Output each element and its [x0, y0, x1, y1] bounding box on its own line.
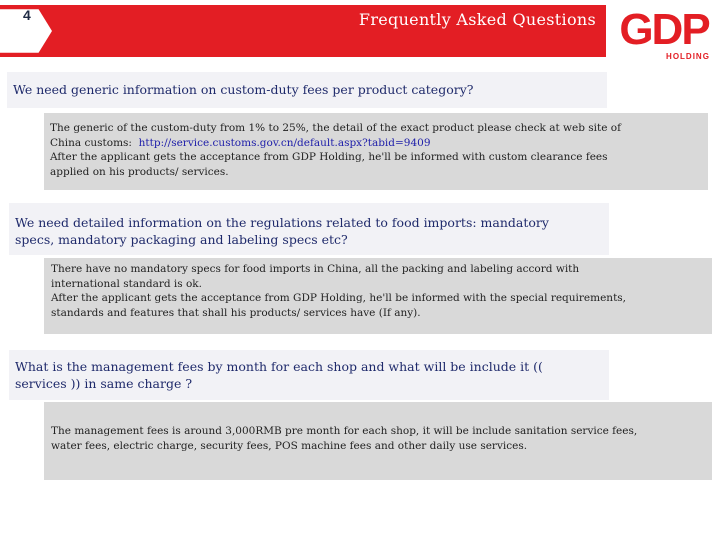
faq-question-3-line-1: What is the management fees by month for each shop and what will be include it ((	[15, 359, 543, 374]
logo-subtitle: HOLDING	[666, 52, 710, 61]
faq-answer-2	[44, 258, 712, 334]
page-title: Frequently Asked Questions	[358, 10, 596, 29]
faq-answer-3-line-1: The management fees is around 3,000RMB pre month for each shop, it will be include sanitation service fees,	[51, 425, 638, 437]
logo-letters: GDP	[619, 5, 709, 54]
faq-answer-1-line-2	[50, 136, 708, 151]
faq-answer-2-line-3: After the applicant gets the acceptance from GDP Holding, he'll be informed with the special requirements,	[51, 292, 627, 304]
faq-question-3	[9, 350, 609, 400]
faq-answer-1-line-4: applied on his products/ services.	[50, 165, 229, 178]
faq-answer-2-line-2: international standard is ok.	[51, 277, 203, 290]
header-bar	[0, 5, 606, 57]
gdp-logo-mark	[612, 4, 716, 62]
faq-answer-1	[44, 113, 708, 190]
faq-question-2	[9, 203, 609, 255]
faq-question-1	[7, 72, 607, 108]
faq-answer-3-line-2: water fees, electric charge, security fees, POS machine fees and other daily use services.	[51, 439, 528, 452]
faq-answer-1-line-1: The generic of the custom-duty from 1% to 25%, the detail of the exact product please check at web site of	[50, 122, 621, 134]
slide-number: 4	[23, 7, 31, 23]
customs-website-link[interactable]: http://service.customs.gov.cn/default.aspx?tabid=9409	[138, 136, 431, 149]
faq-question-3-line-2: services )) in same charge ?	[15, 376, 193, 391]
faq-answer-1-line-3: After the applicant gets the acceptance from GDP Holding, he'll be informed with custom clearance fees	[50, 151, 608, 163]
faq-answer-2-line-4: standards and features that shall his products/ services have (If any).	[51, 306, 421, 319]
faq-question-1-line-1: We need generic information on custom-duty fees per product category?	[13, 82, 474, 97]
faq-question-2-line-1: We need detailed information on the regulations related to food imports: mandatory	[15, 215, 549, 230]
gdp-holding-logo	[612, 4, 716, 62]
faq-question-2-line-2: specs, mandatory packaging and labeling specs etc?	[15, 232, 348, 247]
faq-answer-2-line-1: There have no mandatory specs for food imports in China, all the packing and labeling accord with	[51, 263, 580, 275]
faq-answer-3	[44, 402, 712, 480]
faq-answer-1-line-2-prefix: China customs:	[50, 136, 132, 149]
